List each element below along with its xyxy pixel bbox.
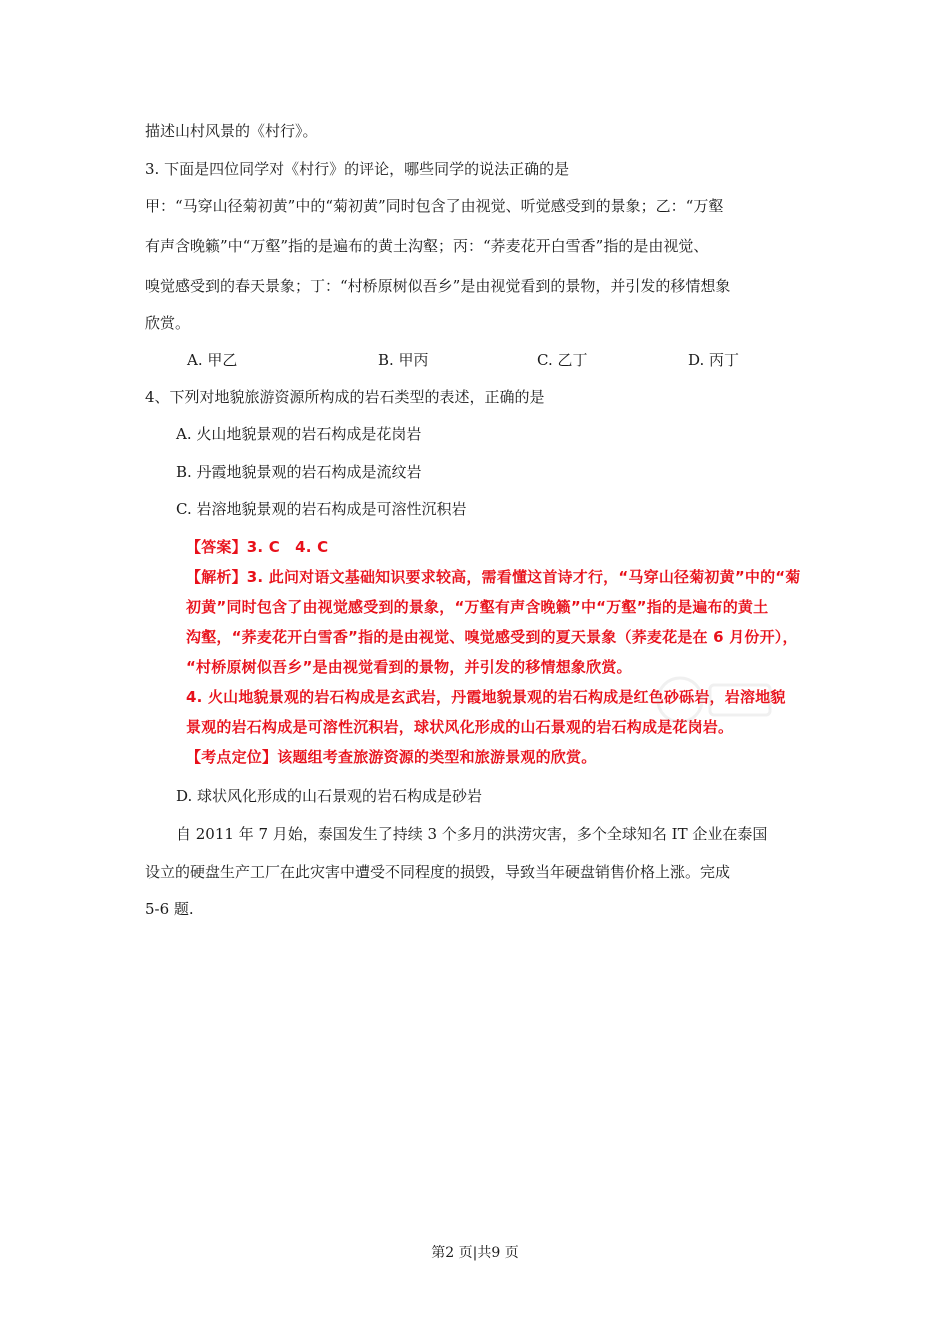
question-4-option-c: C. 岩溶地貌景观的岩石构成是可溶性沉积岩 <box>176 500 467 518</box>
question-3-text-line: 嗅觉感受到的春天景象；丁：“村桥原树似吾乡”是由视觉看到的景物，并引发的移情想象 <box>145 277 731 295</box>
analysis-line: 4. 火山地貌景观的岩石构成是玄武岩，丹霞地貌景观的岩石构成是红色砂砾岩，岩溶地貌 <box>186 688 786 706</box>
question-3-option-b: B. 甲丙 <box>378 351 429 369</box>
watermark-logo <box>640 640 790 760</box>
passage-line: 自 2011 年 7 月始，泰国发生了持续 3 个多月的洪涝灾害，多个全球知名 IT 企业在泰国 <box>176 825 768 843</box>
analysis-line: 沟壑，“荞麦花开白雪香”指的是由视觉、嗅觉感受到的夏天景象（荞麦花是在 6 月份开）， <box>186 628 798 646</box>
analysis-line: 初黄”同时包含了由视觉感受到的景象，“万壑有声含晚籁”中“万壑”指的是遍布的黄土 <box>186 598 769 616</box>
question-3-text-line: 有声含晚籁”中“万壑”指的是遍布的黄土沟壑；丙：“荞麦花开白雪香”指的是由视觉、 <box>145 237 709 255</box>
analysis-line: 景观的岩石构成是可溶性沉积岩，球状风化形成的山石景观的岩石构成是花岗岩。 <box>186 718 734 736</box>
passage-line: 设立的硬盘生产工厂在此灾害中遭受不同程度的损毁，导致当年硬盘销售价格上涨。完成 <box>145 863 731 881</box>
question-3-text-line: 欣赏。 <box>145 314 191 332</box>
intro-line: 描述山村风景的《村行》。 <box>145 122 318 140</box>
question-4-option-d: D. 球状风化形成的山石景观的岩石构成是砂岩 <box>176 787 483 805</box>
exam-point-line: 【考点定位】该题组考查旅游资源的类型和旅游景观的欣赏。 <box>186 748 597 766</box>
question-4-option-b: B. 丹霞地貌景观的岩石构成是流纹岩 <box>176 463 422 481</box>
analysis-line: 【解析】3. 此问对语文基础知识要求较高，需看懂这首诗才行，“马穿山径菊初黄”中的“菊 <box>186 568 801 586</box>
question-3-text-line: 甲：“马穿山径菊初黄”中的“菊初黄”同时包含了由视觉、听觉感受到的景象；乙：“万壑 <box>145 197 724 215</box>
question-4-option-a: A. 火山地貌景观的岩石构成是花岗岩 <box>176 425 422 443</box>
question-3-stem: 3. 下面是四位同学对《村行》的评论，哪些同学的说法正确的是 <box>145 160 570 178</box>
question-3-option-a: A. 甲乙 <box>187 351 238 369</box>
question-3-option-d: D. 丙丁 <box>688 351 740 369</box>
page-footer: 第2 页|共9 页 <box>431 1245 519 1261</box>
passage-line: 5-6 题. <box>145 900 194 918</box>
analysis-line: “村桥原树似吾乡”是由视觉看到的景物，并引发的移情想象欣赏。 <box>186 658 632 676</box>
answer-line: 【答案】3. C 4. C <box>186 538 329 556</box>
question-3-option-c: C. 乙丁 <box>537 351 588 369</box>
question-4-stem: 4、下列对地貌旅游资源所构成的岩石类型的表述，正确的是 <box>145 388 545 406</box>
